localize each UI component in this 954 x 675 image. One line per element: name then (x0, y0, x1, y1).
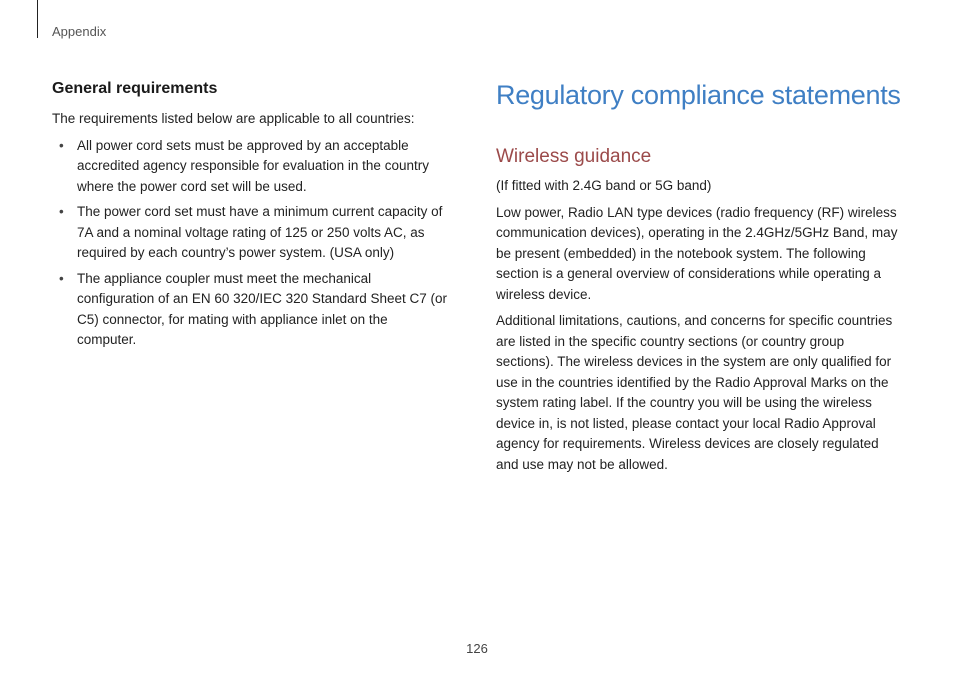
list-item (52, 202, 450, 264)
wireless-limitations-paragraph: Additional limitations, cautions, and concerns for specific countries are listed in the specific country sections (or country group sections). The wireless devices in the system are only qualified for use in the countries identified by the Radio Approval Marks on the system rating label. If the country you will be using the wireless device in, is not listed, please contact your local Radio Approval agency for requirements. Wireless devices are closely regulated and use may not be allowed. (496, 313, 893, 472)
general-requirements-section (52, 78, 450, 356)
wireless-guidance-heading: Wireless guidance (496, 146, 652, 167)
bullet-icon: • (59, 204, 64, 219)
wireless-overview-paragraph: Low power, Radio LAN type devices (radio frequency (RF) wireless communication devices), operating in the 2.4GHz/5GHz Band, may be present (embedded) in the notebook system. The following section is a general overview of considerations while operating a wireless device. (496, 204, 898, 302)
list-item (52, 136, 450, 198)
list-item-text: All power cord sets must be approved by an acceptable accredited agency responsible for evaluation in the country where the power cord set will be used. (77, 137, 429, 194)
bullet-icon: • (59, 270, 64, 286)
requirements-list (52, 136, 450, 351)
list-item-text: The power cord set must have a minimum current capacity of 7A and a nominal voltage rating of 125 or 250 volts AC, as required by each country’s power system. (USA only) (77, 204, 443, 260)
regulatory-section (496, 78, 901, 481)
bullet-icon: • (59, 137, 64, 153)
section-label: Appendix (52, 24, 107, 39)
requirements-intro: The requirements listed below are applicable to all countries: (52, 111, 415, 126)
page-title: Regulatory compliance statements (496, 80, 901, 110)
header-rule (37, 0, 38, 38)
general-requirements-heading: General requirements (52, 80, 218, 97)
list-item (52, 269, 450, 351)
list-item-text: The appliance coupler must meet the mechanical configuration of an EN 60 320/IEC 320 Standard Sheet C7 (or C5) connector, for mating with appliance inlet on the computer. (77, 270, 447, 347)
band-note: (If fitted with 2.4G band or 5G band) (496, 178, 712, 193)
page-number: 126 (466, 641, 488, 656)
